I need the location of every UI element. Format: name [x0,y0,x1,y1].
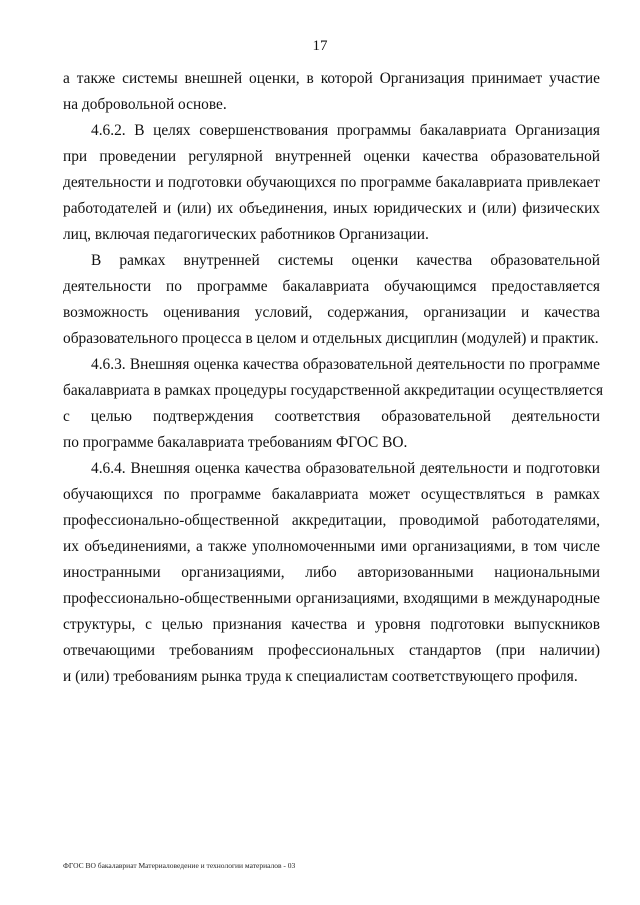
text-line: профессионально-общественной аккредитации, проводимой работодателями, [63,512,600,529]
text-line: лиц, включая педагогических работников Организации. [63,226,429,243]
text-line: а также системы внешней оценки, в которой Организация принимает участие [63,70,600,87]
text-line: бакалавриата в рамках процедуры государственной аккредитации осуществляется [63,382,604,399]
text-line: с целью подтверждения соответствия образовательной деятельности [63,408,600,425]
document-body [63,66,604,690]
text-line: структуры, с целью признания качества и уровня подготовки выпускников [63,616,600,633]
page-footer: ФГОС ВО бакалавриат Материаловедение и технологии материалов - 03 [63,861,296,870]
paragraph-continuation [63,66,600,118]
text-line: отвечающими требованиям профессиональных стандартов (при наличии) [63,642,600,659]
text-line: иностранными организациями, либо авторизованными национальными [63,564,600,581]
text-line: В рамках внутренней системы оценки качества образовательной [91,252,600,269]
text-line: по программе бакалавриата требованиям ФГОС ВО. [63,434,408,451]
paragraph-internal-assessment [63,248,600,352]
text-line: и (или) требованиям рынка труда к специалистам соответствующего профиля. [63,668,578,685]
text-line: обучающихся по программе бакалавриата может осуществляться в рамках [63,486,600,503]
text-line: возможность оценивания условий, содержания, организации и качества [63,304,600,321]
paragraph-4-6-2 [63,118,600,248]
text-line: образовательного процесса в целом и отдельных дисциплин (модулей) и практик. [63,330,599,347]
text-line: на добровольной основе. [63,96,227,113]
text-line: профессионально-общественными организациями, входящими в международные [63,590,600,607]
paragraph-4-6-4 [63,456,600,690]
text-line: 4.6.3. Внешняя оценка качества образовательной деятельности по программе [91,356,600,373]
paragraph-4-6-3 [63,352,604,456]
text-line: при проведении регулярной внутренней оценки качества образовательной [63,148,600,165]
text-line: их объединениями, а также уполномоченными ими организациями, в том числе [63,538,600,555]
text-line: 4.6.2. В целях совершенствования программы бакалавриата Организация [91,122,600,139]
page-number: 17 [312,38,328,54]
text-line: работодателей и (или) их объединения, иных юридических и (или) физических [63,200,600,217]
text-line: деятельности по программе бакалавриата обучающимся предоставляется [63,278,600,295]
text-line: 4.6.4. Внешняя оценка качества образовательной деятельности и подготовки [91,460,600,477]
text-line: деятельности и подготовки обучающихся по программе бакалавриата привлекает [63,174,600,191]
